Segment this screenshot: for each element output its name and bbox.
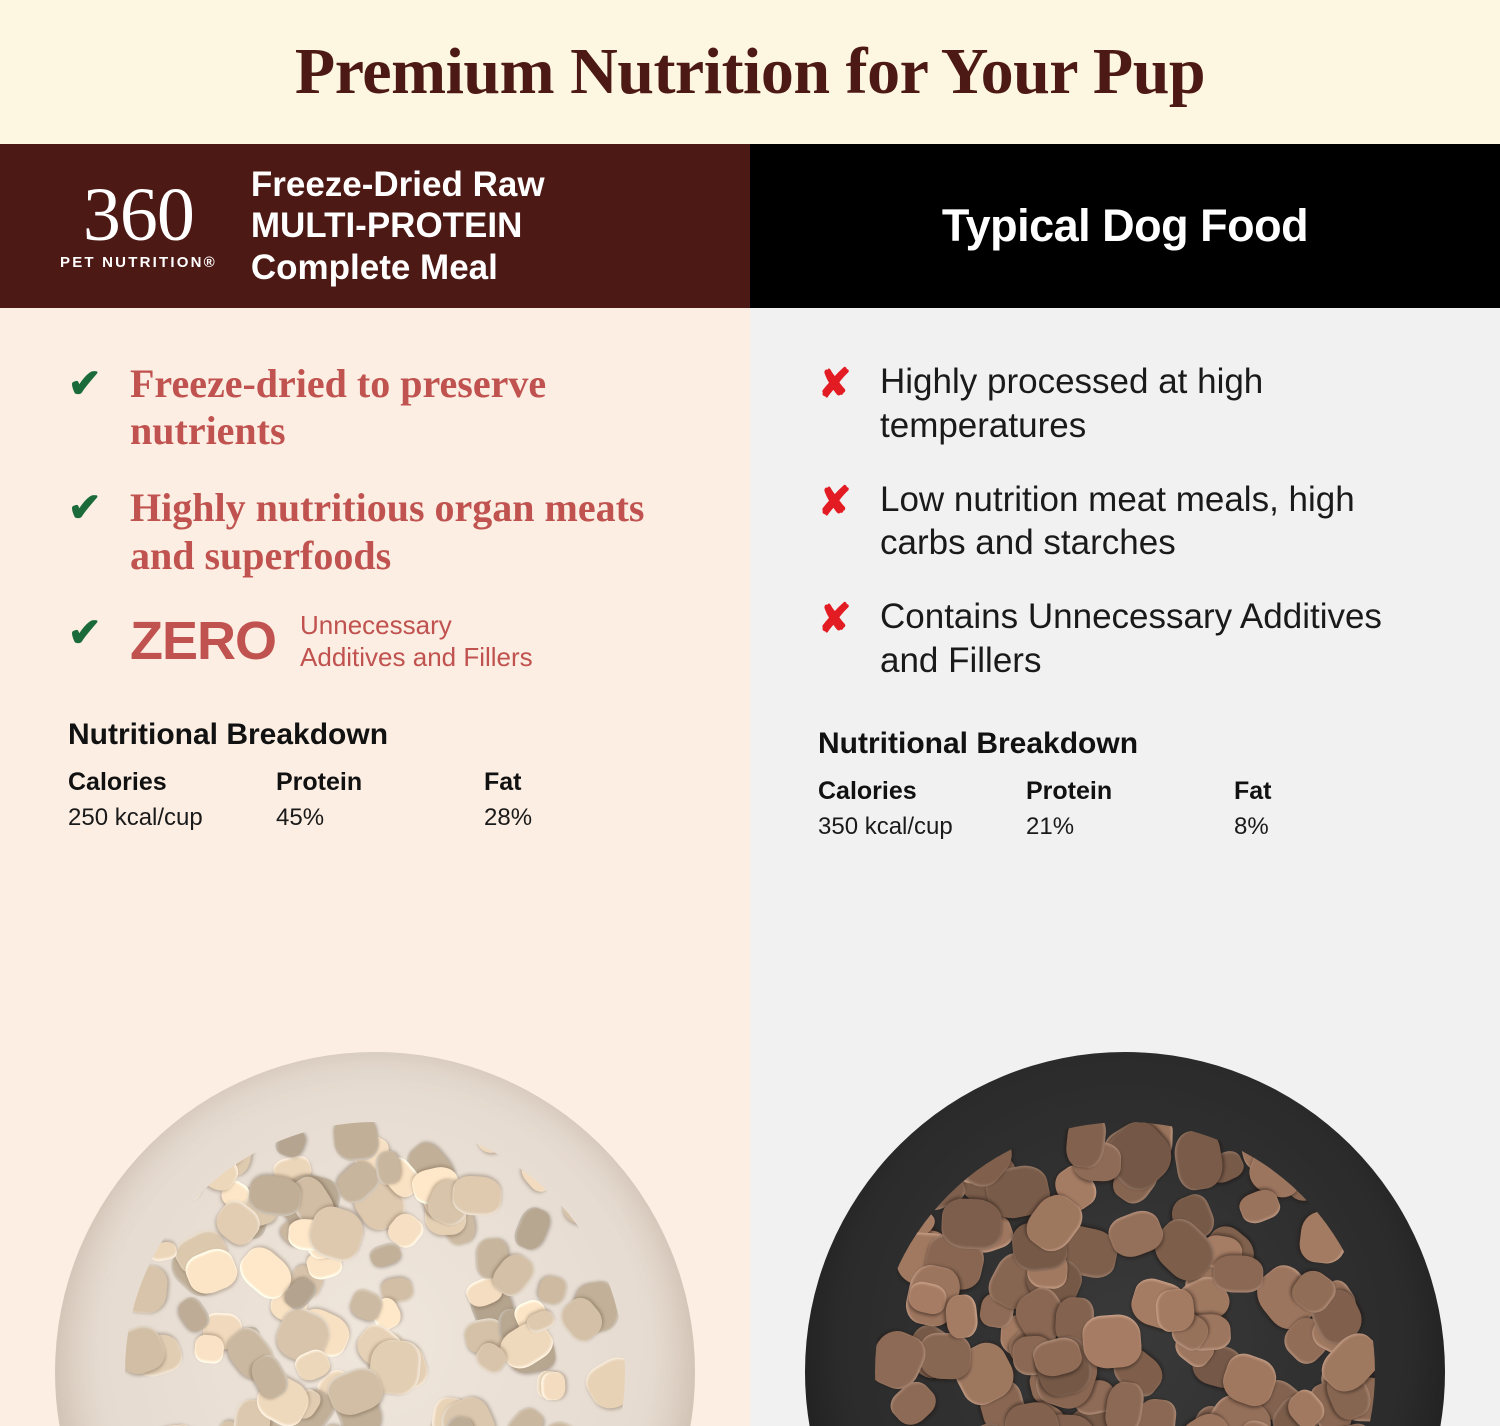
check-icon: ✔	[68, 610, 102, 655]
typical-kibble	[875, 1122, 1375, 1426]
kibble-piece	[580, 1350, 625, 1416]
column-header: Fat	[1234, 776, 1272, 805]
list-item	[818, 360, 1448, 448]
kibble-piece	[1298, 1210, 1350, 1266]
left-nutrition-block	[0, 704, 750, 832]
column-value: 8%	[1234, 812, 1269, 840]
left-column-header	[0, 144, 750, 308]
brand-tagline: PET NUTRITION®	[60, 254, 217, 272]
nutrition-column-protein	[276, 768, 484, 832]
kibble-piece	[273, 1124, 308, 1160]
left-product-photo	[0, 1026, 750, 1426]
kibble-piece	[875, 1160, 914, 1210]
kibble-piece	[511, 1204, 553, 1254]
list-item	[68, 484, 698, 578]
kibble-piece	[125, 1263, 169, 1315]
right-bullet-list	[750, 308, 1500, 683]
page-title: Premium Nutrition for Your Pup	[294, 35, 1206, 108]
column-value: 45%	[276, 803, 325, 831]
kibble-piece	[541, 1371, 566, 1400]
kibble-piece	[451, 1175, 502, 1217]
bullet-text: Low nutrition meat meals, high carbs and starches	[880, 479, 1355, 563]
brand-number: 360	[82, 172, 194, 257]
left-header-title	[251, 164, 545, 289]
column-value: 350 kcal/cup	[818, 812, 953, 840]
left-header-line-3: Complete Meal	[250, 247, 498, 287]
x-icon: ✘	[818, 362, 852, 406]
nutrition-column-protein	[1026, 777, 1234, 841]
bullet-text: Contains Unnecessary Additives and Fillers	[880, 597, 1382, 680]
column-typical-dog-food	[750, 144, 1500, 1426]
kibble-piece	[1081, 1313, 1142, 1370]
freeze-dried-kibble	[125, 1122, 625, 1426]
header-banner	[0, 0, 1500, 144]
kibble-piece	[194, 1334, 225, 1365]
bullet-text: Highly processed at high temperatures	[880, 362, 1264, 445]
nutrition-column-calories	[818, 777, 1026, 841]
zero-subtext-line-2: Additives and Fillers	[300, 642, 533, 673]
column-header: Protein	[1026, 776, 1113, 805]
kibble-piece	[944, 1293, 979, 1339]
nutrition-column-fat	[1234, 777, 1272, 841]
column-360-pet-nutrition	[0, 144, 750, 1426]
column-header: Calories	[818, 776, 917, 805]
list-item	[818, 478, 1448, 566]
nutrition-title: Nutritional Breakdown	[818, 726, 1139, 760]
zero-word: ZERO	[130, 611, 277, 672]
right-nutrition-block	[750, 713, 1500, 841]
bullet-text: Highly nutritious organ meats and superfoods	[130, 485, 645, 578]
white-bowl	[55, 1052, 695, 1426]
list-item	[68, 360, 698, 454]
column-header: Protein	[276, 767, 363, 796]
kibble-piece	[920, 1332, 972, 1379]
column-header: Calories	[68, 767, 167, 796]
kibble-piece	[501, 1402, 548, 1426]
left-header-line-1: Freeze-Dried Raw	[250, 164, 545, 204]
column-header: Fat	[484, 767, 522, 796]
left-header-line-2: MULTI-PROTEIN	[250, 206, 523, 246]
dark-bowl	[805, 1052, 1445, 1426]
x-icon: ✘	[818, 597, 852, 641]
kibble-piece	[517, 1154, 557, 1195]
check-icon: ✔	[68, 362, 102, 406]
column-value: 250 kcal/cup	[68, 803, 203, 831]
right-product-photo	[750, 1026, 1500, 1426]
right-column-header	[750, 144, 1500, 308]
kibble-piece	[941, 1197, 1003, 1250]
kibble-piece	[502, 1122, 548, 1154]
left-bullet-list	[0, 308, 750, 674]
bullet-text: Freeze-dried to preserve nutrients	[130, 361, 547, 454]
comparison-columns	[0, 144, 1500, 1426]
list-item	[818, 595, 1448, 683]
column-value: 28%	[484, 803, 533, 831]
right-header-title: Typical Dog Food	[941, 200, 1309, 251]
check-icon: ✔	[68, 486, 102, 531]
nutrition-table	[68, 768, 698, 832]
kibble-piece	[1171, 1127, 1225, 1192]
nutrition-column-fat	[484, 768, 532, 832]
brand-logo	[60, 172, 217, 272]
zero-row	[130, 609, 533, 674]
zero-subtext-line-1: Unnecessary	[300, 609, 452, 640]
nutrition-table	[818, 777, 1448, 841]
nutrition-column-calories	[68, 768, 276, 832]
nutrition-title: Nutritional Breakdown	[68, 717, 389, 751]
list-item-zero	[68, 609, 698, 674]
column-value: 21%	[1026, 812, 1075, 840]
kibble-piece	[332, 1122, 380, 1163]
zero-subtext	[300, 609, 533, 674]
kibble-piece	[1213, 1256, 1264, 1293]
x-icon: ✘	[818, 479, 852, 524]
